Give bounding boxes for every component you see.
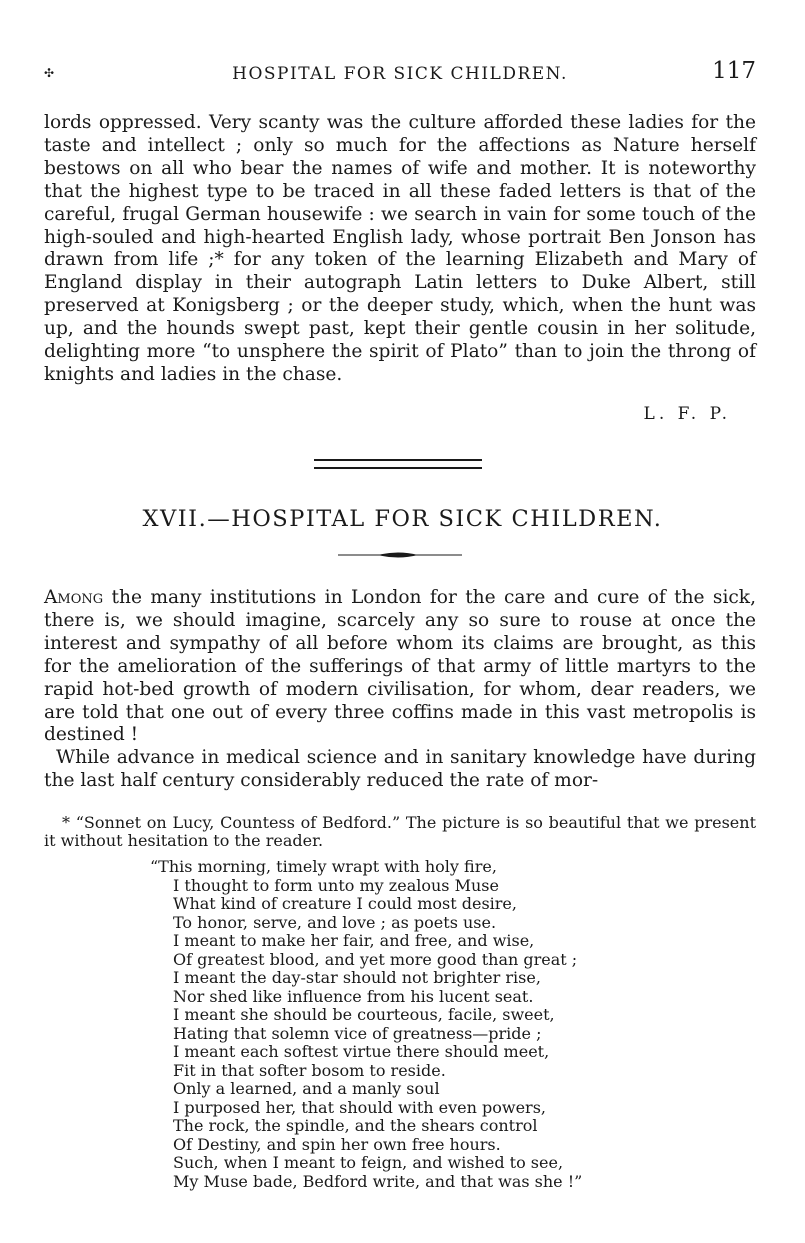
poem-line: Nor shed like influence from his lucent seat.	[173, 986, 534, 1006]
poem-line: Of greatest blood, and yet more good than great ;	[173, 949, 578, 969]
poem-line: To honor, serve, and love ; as poets use.	[173, 912, 497, 932]
article-body	[44, 587, 756, 793]
poem-line: Such, when I meant to feign, and wished to see,	[173, 1153, 564, 1172]
section-divider-rule	[314, 459, 482, 469]
sonnet	[150, 858, 710, 1191]
poem-line: The rock, the spindle, and the shears control	[173, 1116, 538, 1135]
poem-line: I purposed her, that should with even powers,	[173, 1097, 546, 1117]
poem-line: My Muse bade, Bedford write, and that was she !”	[173, 1171, 583, 1191]
poem-line: Only a learned, and a manly soul	[173, 1079, 440, 1098]
heading-ornament-icon	[338, 549, 462, 561]
page-number: 117	[712, 58, 756, 84]
article-paragraph-1-text: the many institutions in London for the care and cure of the sick, there is, we should imagine, scarcely any so sure to rouse at once the interest and sympathy of all before whom its claims are brought, as this for the amelioration of the sufferings of that army of little martyrs to the rapid hot-bed growth of modern civilisation, for whom, dear readers, we are told that one out of every three coffins made in this vast metropolis is destined !	[44, 587, 756, 746]
poem-line: Fit in that softer bosom to reside.	[173, 1060, 446, 1080]
poem-line: Of Destiny, and spin her own free hours.	[173, 1134, 501, 1154]
poem-line: I meant to make her fair, and free, and wise,	[173, 931, 535, 950]
running-head	[44, 58, 756, 90]
poem-line: I meant the day-star should not brighter rise,	[173, 968, 541, 987]
previous-article-paragraph: lords oppressed. Very scanty was the culture afforded these ladies for the taste and intellect ; only so much for the affections as Nature herself bestows on all who bear the names of wife and mother. It is noteworthy that the highest type to be traced in all these faded letters is that of the careful, frugal German housewife : we search in vain for some touch of the high-souled and high-hearted English lady, whose portrait Ben Jonson has drawn from life ;* for any token of the learning Elizabeth and Mary of England display in their autograph Latin letters to Duke Albert, still preserved at Konigsberg ; or the deeper study, which, when the hunt was up, and the hounds swept past, kept their gentle cousin in her solitude, delighting more “to unsphere the spirit of Plato” than to join the throng of knights and ladies in the chase.	[44, 112, 756, 385]
poem-line: I meant she should be courteous, facile, sweet,	[173, 1005, 555, 1024]
drop-word: Among	[44, 587, 104, 608]
poem-line: I thought to form unto my zealous Muse	[173, 875, 499, 895]
article-paragraph-1	[44, 587, 756, 747]
article-paragraph-2: While advance in medical science and in sanitary knowledge have during the last half century considerably reduced the rate of mor-	[44, 747, 756, 792]
article-heading: XVII.—HOSPITAL FOR SICK CHILDREN.	[142, 506, 663, 532]
previous-article-text	[44, 112, 756, 387]
author-signature: L. F. P.	[643, 404, 731, 424]
poem-line: Hating that solemn vice of greatness—pride ;	[173, 1023, 542, 1043]
poem-line: “This morning, timely wrapt with holy fire,	[150, 857, 497, 876]
footnote	[44, 814, 756, 851]
running-head-ornament: ✣	[44, 66, 55, 80]
poem-line: What kind of creature I could most desire,	[173, 894, 517, 913]
footnote-text: * “Sonnet on Lucy, Countess of Bedford.” The picture is so beautiful that we present it without hesitation to the reader.	[44, 813, 756, 851]
poem-line: I meant each softest virtue there should meet,	[173, 1042, 550, 1061]
running-head-title: HOSPITAL FOR SICK CHILDREN.	[232, 64, 568, 84]
